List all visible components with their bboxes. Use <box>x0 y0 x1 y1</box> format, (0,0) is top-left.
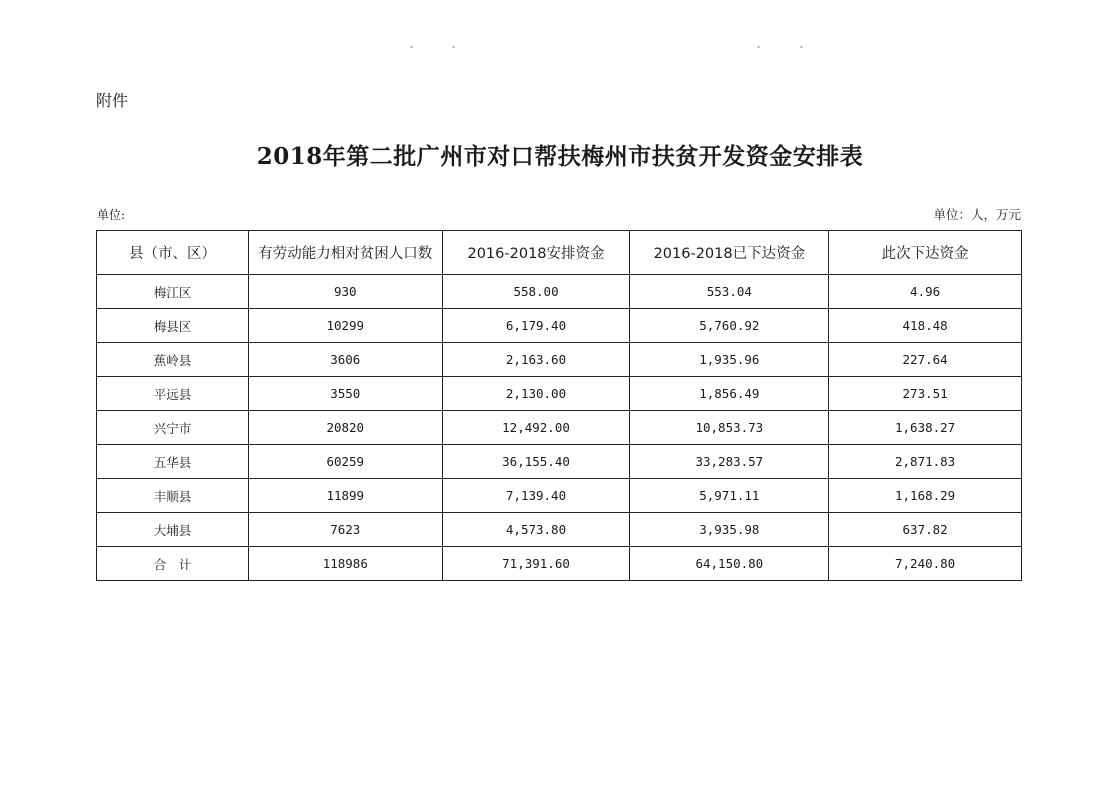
cell-issued-funds: 5,760.92 <box>630 309 829 343</box>
cell-arranged-funds: 7,139.40 <box>442 479 630 513</box>
cell-issued-funds: 33,283.57 <box>630 445 829 479</box>
table-row <box>97 309 1022 343</box>
header-arranged-funds: 2016-2018安排资金 <box>442 231 630 275</box>
cell-county: 平远县 <box>97 377 249 411</box>
cell-current-funds: 418.48 <box>829 309 1022 343</box>
cell-county: 合 计 <box>97 547 249 581</box>
cell-current-funds: 7,240.80 <box>829 547 1022 581</box>
cell-issued-funds: 553.04 <box>630 275 829 309</box>
header-county: 县（市、区） <box>97 231 249 275</box>
cell-poor-population: 60259 <box>248 445 442 479</box>
header-poor-population: 有劳动能力相对贫困人口数 <box>248 231 442 275</box>
attachment-label: 附件 <box>96 91 129 110</box>
cell-county: 兴宁市 <box>97 411 249 445</box>
cell-poor-population: 11899 <box>248 479 442 513</box>
cell-issued-funds: 10,853.73 <box>630 411 829 445</box>
cell-poor-population: 3606 <box>248 343 442 377</box>
cell-issued-funds: 1,856.49 <box>630 377 829 411</box>
cell-county: 梅江区 <box>97 275 249 309</box>
cell-current-funds: 1,638.27 <box>829 411 1022 445</box>
cell-current-funds: 2,871.83 <box>829 445 1022 479</box>
cell-poor-population: 10299 <box>248 309 442 343</box>
cell-poor-population: 20820 <box>248 411 442 445</box>
cell-arranged-funds: 6,179.40 <box>442 309 630 343</box>
cell-issued-funds: 1,935.96 <box>630 343 829 377</box>
table-body <box>97 275 1022 581</box>
cell-arranged-funds: 2,130.00 <box>442 377 630 411</box>
cell-county: 蕉岭县 <box>97 343 249 377</box>
table-header-row <box>97 231 1022 275</box>
table-row <box>97 445 1022 479</box>
cell-arranged-funds: 4,573.80 <box>442 513 630 547</box>
cell-current-funds: 273.51 <box>829 377 1022 411</box>
cell-issued-funds: 64,150.80 <box>630 547 829 581</box>
unit-label-left: 单位: <box>97 208 126 222</box>
cell-arranged-funds: 12,492.00 <box>442 411 630 445</box>
cell-poor-population: 3550 <box>248 377 442 411</box>
cell-issued-funds: 5,971.11 <box>630 479 829 513</box>
unit-label-right: 单位：人，万元 <box>933 207 1021 222</box>
cell-county: 丰顺县 <box>97 479 249 513</box>
header-issued-funds: 2016-2018已下达资金 <box>630 231 829 275</box>
cell-county: 五华县 <box>97 445 249 479</box>
cell-poor-population: 7623 <box>248 513 442 547</box>
total-row <box>97 547 1022 581</box>
cell-current-funds: 1,168.29 <box>829 479 1022 513</box>
table-row <box>97 275 1022 309</box>
table-row <box>97 411 1022 445</box>
cell-arranged-funds: 558.00 <box>442 275 630 309</box>
cell-current-funds: 637.82 <box>829 513 1022 547</box>
cell-poor-population: 930 <box>248 275 442 309</box>
cell-issued-funds: 3,935.98 <box>630 513 829 547</box>
cell-current-funds: 227.64 <box>829 343 1022 377</box>
table-row <box>97 377 1022 411</box>
cell-county: 大埔县 <box>97 513 249 547</box>
cell-arranged-funds: 36,155.40 <box>442 445 630 479</box>
allocation-table <box>96 230 1022 581</box>
cell-poor-population: 118986 <box>248 547 442 581</box>
cell-current-funds: 4.96 <box>829 275 1022 309</box>
table-row <box>97 479 1022 513</box>
header-current-funds: 此次下达资金 <box>829 231 1022 275</box>
cell-county: 梅县区 <box>97 309 249 343</box>
page-title: 2018年第二批广州市对口帮扶梅州市扶贫开发资金安排表 <box>256 143 864 170</box>
table-row <box>97 343 1022 377</box>
cell-arranged-funds: 71,391.60 <box>442 547 630 581</box>
table-row <box>97 513 1022 547</box>
cell-arranged-funds: 2,163.60 <box>442 343 630 377</box>
